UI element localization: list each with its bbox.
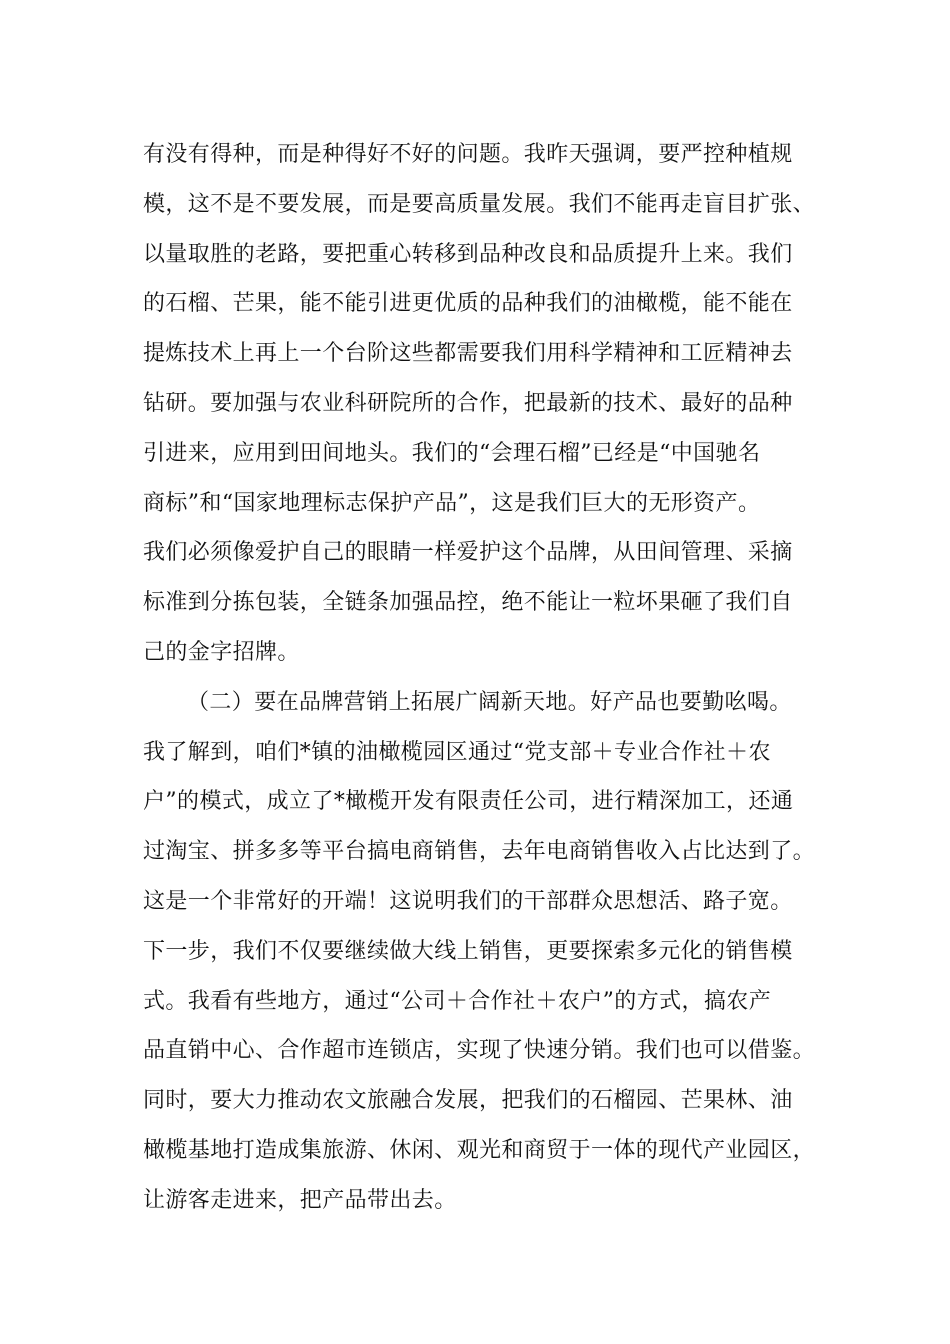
text-line: 引进来，应用到田间地头。我们的“会理石榴”已经是“中国驰名 <box>143 440 761 466</box>
text-line: 过淘宝、拼多多等平台搞电商销售，去年电商销售收入占比达到了。 <box>143 839 816 865</box>
text-line: 商标”和“国家地理标志保护产品”，这是我们巨大的无形资产。 <box>143 490 761 516</box>
text-line: 钻研。要加强与农业科研院所的合作，把最新的技术、最好的品种 <box>143 390 793 416</box>
paragraph <box>143 678 843 1226</box>
text-line: 我们必须像爱护自己的眼睛一样爱护这个品牌，从田间管理、采摘 <box>143 540 793 566</box>
text-line: （二）要在品牌营销上拓展广阔新天地。好产品也要勤吆喝。 <box>187 689 792 715</box>
text-line: 同时，要大力推动农文旅融合发展，把我们的石榴园、芒果林、油 <box>143 1088 793 1114</box>
text-line: 我了解到，咱们*镇的油橄榄园区通过“党支部＋专业合作社＋农 <box>143 739 771 765</box>
text-line: 的石榴、芒果，能不能引进更优质的品种我们的油橄榄，能不能在 <box>143 291 793 317</box>
text-line: 模，这不是不要发展，而是要高质量发展。我们不能再走盲目扩张、 <box>143 191 816 217</box>
text-line: 己的金字招牌。 <box>143 639 300 665</box>
text-line: 橄榄基地打造成集旅游、休闲、观光和商贸于一体的现代产业园区， <box>143 1137 816 1163</box>
body-text <box>143 130 843 1226</box>
text-line: 户”的模式，成立了*橄榄开发有限责任公司，进行精深加工，还通 <box>143 789 794 815</box>
text-line: 让游客走进来，把产品带出去。 <box>143 1187 457 1213</box>
text-line: 标准到分拣包装，全链条加强品控，绝不能让一粒坏果砸了我们自 <box>143 590 793 616</box>
text-line: 提炼技术上再上一个台阶这些都需要我们用科学精神和工匠精神去 <box>143 341 793 367</box>
text-line: 有没有得种，而是种得好不好的问题。我昨天强调，要严控种植规 <box>143 142 793 167</box>
text-line: 这是一个非常好的开端！这说明我们的干部群众思想活、路子宽。 <box>143 888 793 914</box>
text-line: 以量取胜的老路，要把重心转移到品种改良和品质提升上来。我们 <box>143 241 793 267</box>
text-line: 品直销中心、合作超市连锁店，实现了快速分销。我们也可以借鉴。 <box>143 1038 816 1064</box>
text-line: 式。我看有些地方，通过“公司＋合作社＋农户”的方式，搞农产 <box>143 988 772 1014</box>
paragraph <box>143 130 843 678</box>
text-line: 下一步，我们不仅要继续做大线上销售，更要探索多元化的销售模 <box>143 938 793 964</box>
